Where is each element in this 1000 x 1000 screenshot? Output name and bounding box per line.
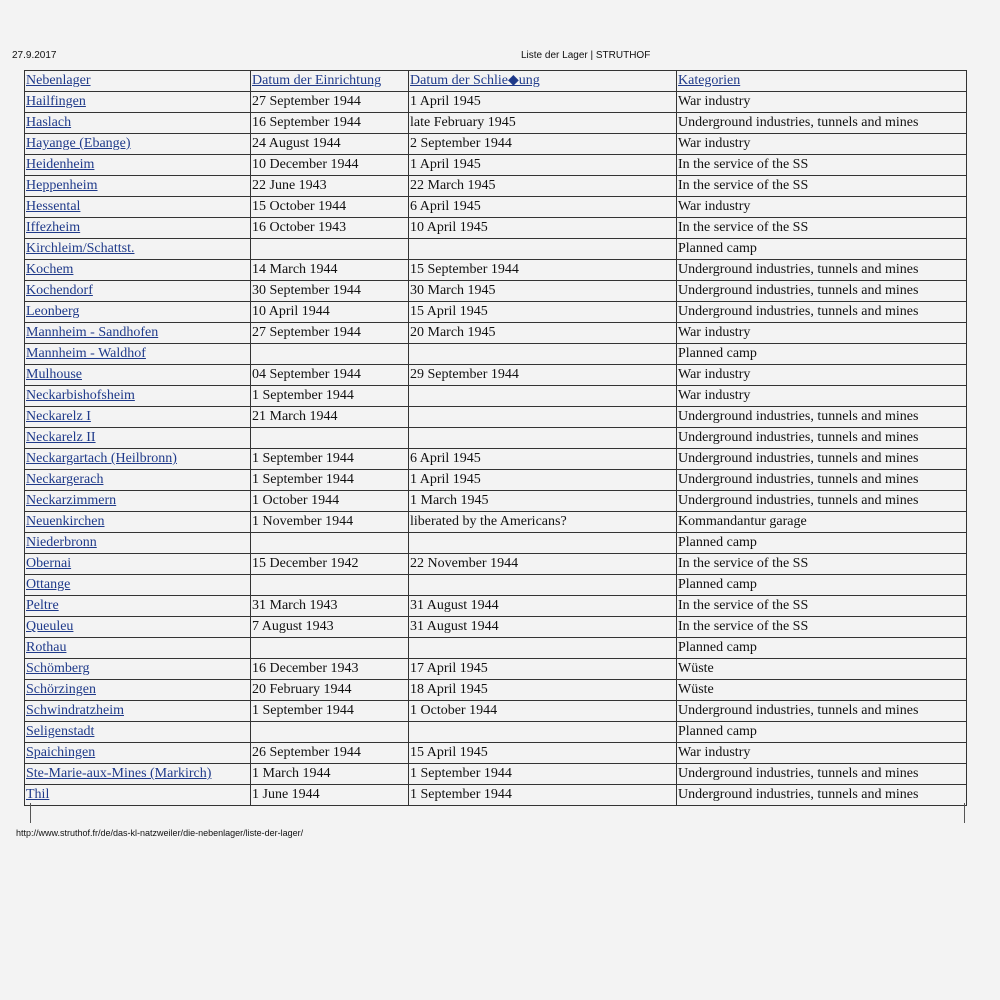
column-header-kategorien[interactable]: [677, 71, 967, 92]
closed-date-cell: 15 September 1944: [409, 260, 677, 281]
camp-name-cell[interactable]: [25, 407, 251, 428]
table-row: [25, 701, 967, 722]
camp-link[interactable]: Seligenstadt: [26, 724, 95, 739]
established-date-cell: 22 June 1943: [251, 176, 409, 197]
established-date-cell: 15 December 1942: [251, 554, 409, 575]
established-date-cell: 16 September 1944: [251, 113, 409, 134]
established-date-cell: 27 September 1944: [251, 92, 409, 113]
closed-date-cell: 2 September 1944: [409, 134, 677, 155]
camp-name-cell[interactable]: [25, 575, 251, 596]
closed-date-cell: 1 September 1944: [409, 785, 677, 806]
table-row: [25, 470, 967, 491]
established-date-cell: 26 September 1944: [251, 743, 409, 764]
table-row: [25, 197, 967, 218]
established-date-cell: [251, 722, 409, 743]
established-date-cell: 20 February 1944: [251, 680, 409, 701]
camp-link[interactable]: Neckarelz II: [26, 430, 96, 445]
camp-name-cell[interactable]: [25, 155, 251, 176]
closed-date-cell: 1 September 1944: [409, 764, 677, 785]
camp-name-cell[interactable]: [25, 134, 251, 155]
table-row: [25, 323, 967, 344]
closed-date-cell: [409, 575, 677, 596]
closed-date-cell: 22 March 1945: [409, 176, 677, 197]
header-link[interactable]: Datum der Schlie◆ung: [410, 73, 540, 88]
source-url: http://www.struthof.fr/de/das-kl-natzweiler/die-nebenlager/liste-der-lager/: [16, 828, 304, 838]
category-cell: Underground industries, tunnels and mines: [677, 113, 967, 134]
camp-link[interactable]: Schwindratzheim: [26, 703, 124, 718]
established-date-cell: 15 October 1944: [251, 197, 409, 218]
closed-date-cell: [409, 428, 677, 449]
established-date-cell: 16 December 1943: [251, 659, 409, 680]
print-date: 27.9.2017: [12, 50, 57, 61]
camp-name-cell[interactable]: [25, 470, 251, 491]
camp-link[interactable]: Thil: [26, 787, 50, 802]
camp-name-cell[interactable]: [25, 323, 251, 344]
established-date-cell: 1 September 1944: [251, 701, 409, 722]
table-row: [25, 113, 967, 134]
camp-link[interactable]: Hayange (Ebange): [26, 136, 131, 151]
table-body: [25, 92, 967, 806]
camp-name-cell[interactable]: [25, 533, 251, 554]
table-row: [25, 596, 967, 617]
category-cell: War industry: [677, 323, 967, 344]
closed-date-cell: 6 April 1945: [409, 449, 677, 470]
established-date-cell: 7 August 1943: [251, 617, 409, 638]
camp-link[interactable]: Hailfingen: [26, 94, 86, 109]
table-row: [25, 239, 967, 260]
established-date-cell: 1 September 1944: [251, 386, 409, 407]
table-row: [25, 155, 967, 176]
category-cell: Underground industries, tunnels and mines: [677, 260, 967, 281]
established-date-cell: [251, 344, 409, 365]
established-date-cell: 30 September 1944: [251, 281, 409, 302]
camp-link[interactable]: Mulhouse: [26, 367, 82, 382]
camp-name-cell[interactable]: [25, 659, 251, 680]
table-row: [25, 449, 967, 470]
camp-name-cell[interactable]: [25, 386, 251, 407]
category-cell: Underground industries, tunnels and mines: [677, 764, 967, 785]
table-row: [25, 764, 967, 785]
table-row: [25, 344, 967, 365]
camp-link[interactable]: Spaichingen: [26, 745, 96, 760]
category-cell: Wüste: [677, 659, 967, 680]
closed-date-cell: late February 1945: [409, 113, 677, 134]
camp-name-cell[interactable]: [25, 491, 251, 512]
established-date-cell: 24 August 1944: [251, 134, 409, 155]
camp-link[interactable]: Neckargerach: [26, 472, 104, 487]
table-row: [25, 743, 967, 764]
established-date-cell: 10 April 1944: [251, 302, 409, 323]
table-row: [25, 218, 967, 239]
established-date-cell: 31 March 1943: [251, 596, 409, 617]
category-cell: Planned camp: [677, 722, 967, 743]
category-cell: War industry: [677, 743, 967, 764]
table-row: [25, 428, 967, 449]
camp-link[interactable]: Neckarbishofsheim: [26, 388, 135, 403]
camp-link[interactable]: Heidenheim: [26, 157, 95, 172]
camp-name-cell[interactable]: [25, 176, 251, 197]
category-cell: Underground industries, tunnels and mines: [677, 407, 967, 428]
established-date-cell: [251, 533, 409, 554]
camps-table: [24, 70, 967, 806]
camp-link[interactable]: Hessental: [26, 199, 81, 214]
category-cell: In the service of the SS: [677, 617, 967, 638]
camp-name-cell[interactable]: [25, 680, 251, 701]
established-date-cell: 1 September 1944: [251, 449, 409, 470]
closed-date-cell: [409, 407, 677, 428]
camp-link[interactable]: Ottange: [26, 577, 71, 592]
category-cell: War industry: [677, 197, 967, 218]
category-cell: Underground industries, tunnels and mines: [677, 302, 967, 323]
camp-link[interactable]: Ste-Marie-aux-Mines (Markirch): [26, 766, 212, 781]
table-row: [25, 386, 967, 407]
category-cell: In the service of the SS: [677, 554, 967, 575]
table-row: [25, 407, 967, 428]
table-row: [25, 281, 967, 302]
column-header-schliessung[interactable]: [409, 71, 677, 92]
camp-link[interactable]: Kochendorf: [26, 283, 93, 298]
category-cell: Underground industries, tunnels and mines: [677, 470, 967, 491]
closed-date-cell: 30 March 1945: [409, 281, 677, 302]
closed-date-cell: 31 August 1944: [409, 617, 677, 638]
closed-date-cell: 1 March 1945: [409, 491, 677, 512]
camp-link[interactable]: Mannheim - Sandhofen: [26, 325, 159, 340]
camp-name-cell[interactable]: [25, 449, 251, 470]
table-row: [25, 512, 967, 533]
table-row: [25, 722, 967, 743]
column-header-einrichtung[interactable]: [251, 71, 409, 92]
camp-name-cell[interactable]: [25, 554, 251, 575]
established-date-cell: [251, 575, 409, 596]
table-row: [25, 785, 967, 806]
camp-name-cell[interactable]: [25, 701, 251, 722]
closed-date-cell: liberated by the Americans?: [409, 512, 677, 533]
camp-name-cell[interactable]: [25, 764, 251, 785]
established-date-cell: 1 March 1944: [251, 764, 409, 785]
closed-date-cell: 31 August 1944: [409, 596, 677, 617]
camp-name-cell[interactable]: [25, 428, 251, 449]
category-cell: War industry: [677, 134, 967, 155]
camp-link[interactable]: Niederbronn: [26, 535, 97, 550]
table-row: [25, 176, 967, 197]
category-cell: In the service of the SS: [677, 176, 967, 197]
closed-date-cell: 15 April 1945: [409, 743, 677, 764]
closed-date-cell: [409, 638, 677, 659]
category-cell: Underground industries, tunnels and mines: [677, 701, 967, 722]
table-row: [25, 575, 967, 596]
closed-date-cell: 1 April 1945: [409, 470, 677, 491]
established-date-cell: 1 October 1944: [251, 491, 409, 512]
camp-name-cell[interactable]: [25, 113, 251, 134]
table-row: [25, 554, 967, 575]
camp-name-cell[interactable]: [25, 344, 251, 365]
closed-date-cell: [409, 533, 677, 554]
table-header-row: [25, 71, 967, 92]
established-date-cell: [251, 239, 409, 260]
table-row: [25, 92, 967, 113]
camp-link[interactable]: Mannheim - Waldhof: [26, 346, 146, 361]
category-cell: In the service of the SS: [677, 596, 967, 617]
established-date-cell: 10 December 1944: [251, 155, 409, 176]
table-row: [25, 617, 967, 638]
camp-link[interactable]: Obernai: [26, 556, 72, 571]
header-link[interactable]: Datum der Einrichtung: [252, 73, 382, 88]
camp-name-cell[interactable]: [25, 617, 251, 638]
column-header-nebenlager[interactable]: [25, 71, 251, 92]
category-cell: Kommandantur garage: [677, 512, 967, 533]
camp-link[interactable]: Kirchleim/Schattst.: [26, 241, 135, 256]
category-cell: In the service of the SS: [677, 218, 967, 239]
camp-name-cell[interactable]: [25, 785, 251, 806]
table-edge-line: [30, 803, 31, 823]
camp-link[interactable]: Schömberg: [26, 661, 90, 676]
camp-name-cell[interactable]: [25, 743, 251, 764]
category-cell: Underground industries, tunnels and mines: [677, 281, 967, 302]
closed-date-cell: [409, 722, 677, 743]
camp-name-cell[interactable]: [25, 722, 251, 743]
camp-name-cell[interactable]: [25, 281, 251, 302]
camp-link[interactable]: Heppenheim: [26, 178, 98, 193]
established-date-cell: [251, 638, 409, 659]
camp-link[interactable]: Neckargartach (Heilbronn): [26, 451, 177, 466]
table-row: [25, 134, 967, 155]
established-date-cell: 21 March 1944: [251, 407, 409, 428]
closed-date-cell: 1 April 1945: [409, 155, 677, 176]
table-row: [25, 491, 967, 512]
camp-name-cell[interactable]: [25, 239, 251, 260]
camp-link[interactable]: Leonberg: [26, 304, 80, 319]
camp-link[interactable]: Neckarzimmern: [26, 493, 117, 508]
camp-name-cell[interactable]: [25, 512, 251, 533]
camp-link[interactable]: Iffezheim: [26, 220, 81, 235]
table-row: [25, 638, 967, 659]
closed-date-cell: 6 April 1945: [409, 197, 677, 218]
table-edge-line: [964, 803, 965, 823]
camp-link[interactable]: Queuleu: [26, 619, 74, 634]
camp-link[interactable]: Kochem: [26, 262, 74, 277]
camp-name-cell[interactable]: [25, 92, 251, 113]
closed-date-cell: 10 April 1945: [409, 218, 677, 239]
closed-date-cell: 1 April 1945: [409, 92, 677, 113]
camp-link[interactable]: Neckarelz I: [26, 409, 91, 424]
category-cell: War industry: [677, 386, 967, 407]
category-cell: Planned camp: [677, 533, 967, 554]
category-cell: Wüste: [677, 680, 967, 701]
camp-name-cell[interactable]: [25, 638, 251, 659]
established-date-cell: 1 June 1944: [251, 785, 409, 806]
established-date-cell: 27 September 1944: [251, 323, 409, 344]
closed-date-cell: 1 October 1944: [409, 701, 677, 722]
table-row: [25, 260, 967, 281]
category-cell: War industry: [677, 365, 967, 386]
category-cell: Planned camp: [677, 575, 967, 596]
camp-link[interactable]: Peltre: [26, 598, 59, 613]
table-row: [25, 533, 967, 554]
closed-date-cell: 22 November 1944: [409, 554, 677, 575]
closed-date-cell: [409, 239, 677, 260]
closed-date-cell: [409, 386, 677, 407]
category-cell: Underground industries, tunnels and mines: [677, 491, 967, 512]
category-cell: Planned camp: [677, 344, 967, 365]
category-cell: Planned camp: [677, 638, 967, 659]
camp-name-cell[interactable]: [25, 218, 251, 239]
camp-name-cell[interactable]: [25, 302, 251, 323]
established-date-cell: 1 September 1944: [251, 470, 409, 491]
table-row: [25, 365, 967, 386]
closed-date-cell: 17 April 1945: [409, 659, 677, 680]
table-row: [25, 659, 967, 680]
page-title: Liste der Lager | STRUTHOF: [521, 50, 651, 61]
established-date-cell: 1 November 1944: [251, 512, 409, 533]
closed-date-cell: 18 April 1945: [409, 680, 677, 701]
camp-link[interactable]: Schörzingen: [26, 682, 96, 697]
header-link[interactable]: Kategorien: [678, 73, 741, 88]
established-date-cell: 14 March 1944: [251, 260, 409, 281]
established-date-cell: [251, 428, 409, 449]
category-cell: Underground industries, tunnels and mines: [677, 785, 967, 806]
table-row: [25, 302, 967, 323]
category-cell: War industry: [677, 92, 967, 113]
established-date-cell: 16 October 1943: [251, 218, 409, 239]
camp-name-cell[interactable]: [25, 365, 251, 386]
category-cell: Underground industries, tunnels and mines: [677, 428, 967, 449]
category-cell: Underground industries, tunnels and mines: [677, 449, 967, 470]
camp-name-cell[interactable]: [25, 260, 251, 281]
category-cell: In the service of the SS: [677, 155, 967, 176]
camp-link[interactable]: Rothau: [26, 640, 67, 655]
table-row: [25, 680, 967, 701]
category-cell: Planned camp: [677, 239, 967, 260]
camp-link[interactable]: Neuenkirchen: [26, 514, 105, 529]
camp-name-cell[interactable]: [25, 197, 251, 218]
camp-link[interactable]: Haslach: [26, 115, 72, 130]
closed-date-cell: 15 April 1945: [409, 302, 677, 323]
header-link[interactable]: Nebenlager: [26, 73, 91, 88]
camp-name-cell[interactable]: [25, 596, 251, 617]
established-date-cell: 04 September 1944: [251, 365, 409, 386]
closed-date-cell: 29 September 1944: [409, 365, 677, 386]
closed-date-cell: [409, 344, 677, 365]
closed-date-cell: 20 March 1945: [409, 323, 677, 344]
